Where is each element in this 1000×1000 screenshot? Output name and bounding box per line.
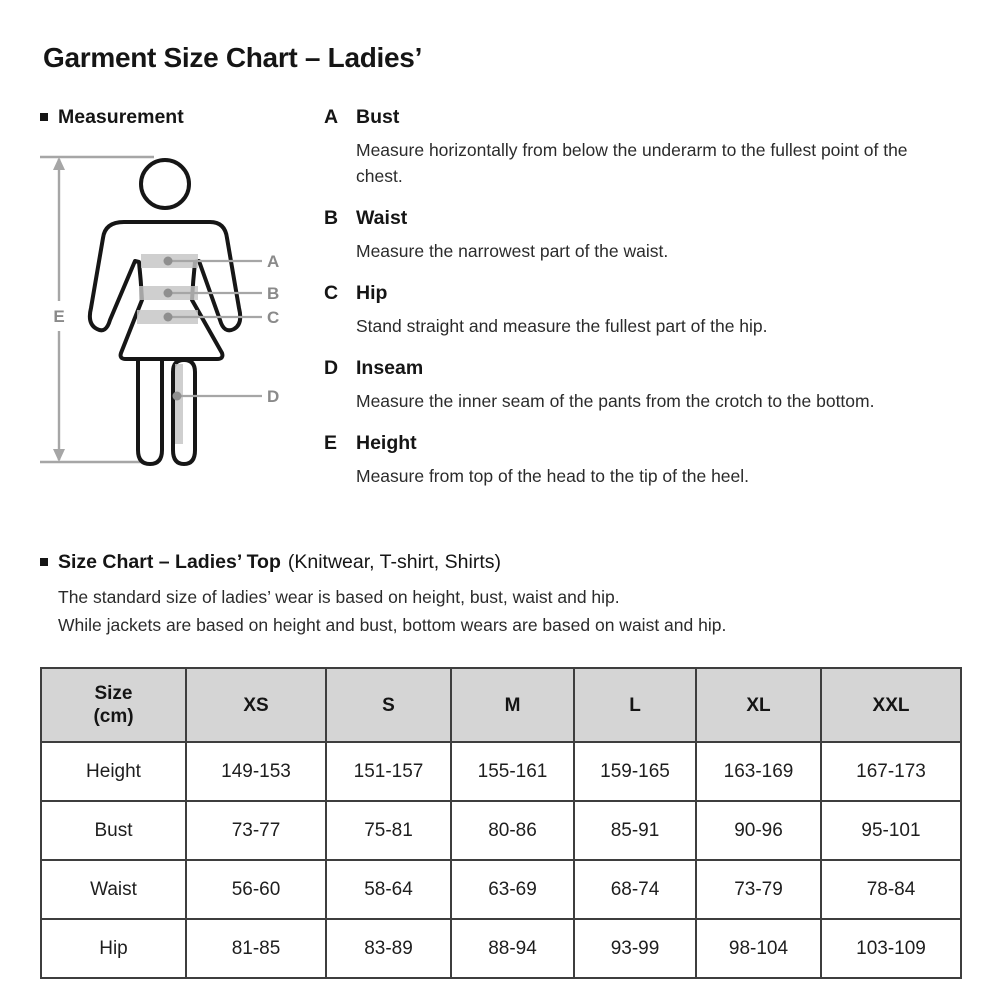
size-chart-heading-note: (Knitwear, T-shirt, Shirts) <box>287 551 501 573</box>
table-cell: 73-79 <box>696 860 821 919</box>
measurement-diagram <box>40 148 290 473</box>
definition-letter: A <box>324 106 339 128</box>
table-cell: 68-74 <box>574 860 696 919</box>
arrow-down-icon <box>53 449 65 462</box>
diagram-label-hip: C <box>267 308 280 327</box>
row-label: Hip <box>41 919 186 978</box>
table-cell: 163-169 <box>696 742 821 801</box>
size-chart-note-line2: While jackets are based on height and bust, bottom wears are based on waist and hip. <box>58 615 727 635</box>
size-table-header-l: L <box>574 668 696 742</box>
definition-letter: E <box>324 432 338 454</box>
diagram-label-bust: A <box>267 252 280 271</box>
size-table-header-row <box>41 668 961 742</box>
definition-letter: C <box>324 282 339 304</box>
table-cell: 98-104 <box>696 919 821 978</box>
size-table-header-xxl: XXL <box>821 668 961 742</box>
definition-term: Waist <box>356 207 408 229</box>
definition-item-hip <box>324 280 960 339</box>
table-row-hip <box>41 919 961 978</box>
definition-item-waist <box>324 205 960 264</box>
size-chart-heading <box>40 549 960 575</box>
table-cell: 167-173 <box>821 742 961 801</box>
table-cell: 88-94 <box>451 919 574 978</box>
table-cell: 80-86 <box>451 801 574 860</box>
table-cell: 75-81 <box>326 801 451 860</box>
size-chart-heading-label: Size Chart – Ladies’ Top <box>58 551 281 573</box>
size-chart-note-line1: The standard size of ladies’ wear is based on height, bust, waist and hip. <box>58 587 620 607</box>
definition-letter: B <box>324 207 339 229</box>
measurement-left-column <box>40 104 306 505</box>
definition-item-height <box>324 430 960 489</box>
definition-description: Measure the narrowest part of the waist. <box>356 241 669 261</box>
table-cell: 159-165 <box>574 742 696 801</box>
table-cell: 155-161 <box>451 742 574 801</box>
table-cell: 85-91 <box>574 801 696 860</box>
table-cell: 90-96 <box>696 801 821 860</box>
inseam-band <box>175 364 183 444</box>
size-table <box>40 667 962 979</box>
definition-description: Stand straight and measure the fullest part of the hip. <box>356 316 768 336</box>
table-row-waist <box>41 860 961 919</box>
table-cell: 95-101 <box>821 801 961 860</box>
size-table-header-xl: XL <box>696 668 821 742</box>
figure-head <box>141 160 189 208</box>
bullet-square-icon <box>40 113 48 121</box>
waist-dot <box>164 289 173 298</box>
definition-item-bust <box>324 104 960 189</box>
table-cell: 83-89 <box>326 919 451 978</box>
bust-dot <box>164 257 173 266</box>
definition-item-inseam <box>324 355 960 414</box>
inseam-dot <box>173 392 182 401</box>
size-table-header-size <box>41 668 186 742</box>
page-title: Garment Size Chart – Ladies’ <box>43 42 423 73</box>
size-table-header-s: S <box>326 668 451 742</box>
hip-dot <box>164 313 173 322</box>
definition-term: Height <box>356 432 417 454</box>
definition-term: Hip <box>356 282 388 304</box>
diagram-label-waist: B <box>267 284 280 303</box>
table-cell: 149-153 <box>186 742 326 801</box>
bullet-square-icon <box>40 558 48 566</box>
table-cell: 78-84 <box>821 860 961 919</box>
row-label: Height <box>41 742 186 801</box>
measurement-definitions <box>306 104 960 505</box>
definition-description: Measure from top of the head to the tip of the heel. <box>356 466 750 486</box>
table-cell: 103-109 <box>821 919 961 978</box>
definition-description: Measure horizontally from below the underarm to the fullest point of the chest. <box>356 140 908 186</box>
size-header-line2: (cm) <box>93 706 134 727</box>
definition-term: Bust <box>356 106 400 128</box>
measurement-heading <box>40 104 306 130</box>
row-label: Bust <box>41 801 186 860</box>
measurement-heading-label: Measurement <box>58 106 184 128</box>
size-header-line1: Size <box>94 683 133 704</box>
measurement-section <box>40 104 960 505</box>
table-cell: 58-64 <box>326 860 451 919</box>
arrow-up-icon <box>53 157 65 170</box>
table-cell: 81-85 <box>186 919 326 978</box>
table-row-bust <box>41 801 961 860</box>
diagram-label-height: E <box>53 307 65 326</box>
table-cell: 73-77 <box>186 801 326 860</box>
definition-description: Measure the inner seam of the pants from the crotch to the bottom. <box>356 391 875 411</box>
definition-letter: D <box>324 357 339 379</box>
diagram-label-inseam: D <box>267 387 280 406</box>
size-chart-section <box>40 549 960 979</box>
size-table-header-m: M <box>451 668 574 742</box>
definition-term: Inseam <box>356 357 424 379</box>
table-cell: 151-157 <box>326 742 451 801</box>
row-label: Waist <box>41 860 186 919</box>
table-cell: 93-99 <box>574 919 696 978</box>
table-row-height <box>41 742 961 801</box>
table-cell: 56-60 <box>186 860 326 919</box>
figure-left-leg <box>138 348 162 464</box>
table-cell: 63-69 <box>451 860 574 919</box>
size-table-header-xs: XS <box>186 668 326 742</box>
